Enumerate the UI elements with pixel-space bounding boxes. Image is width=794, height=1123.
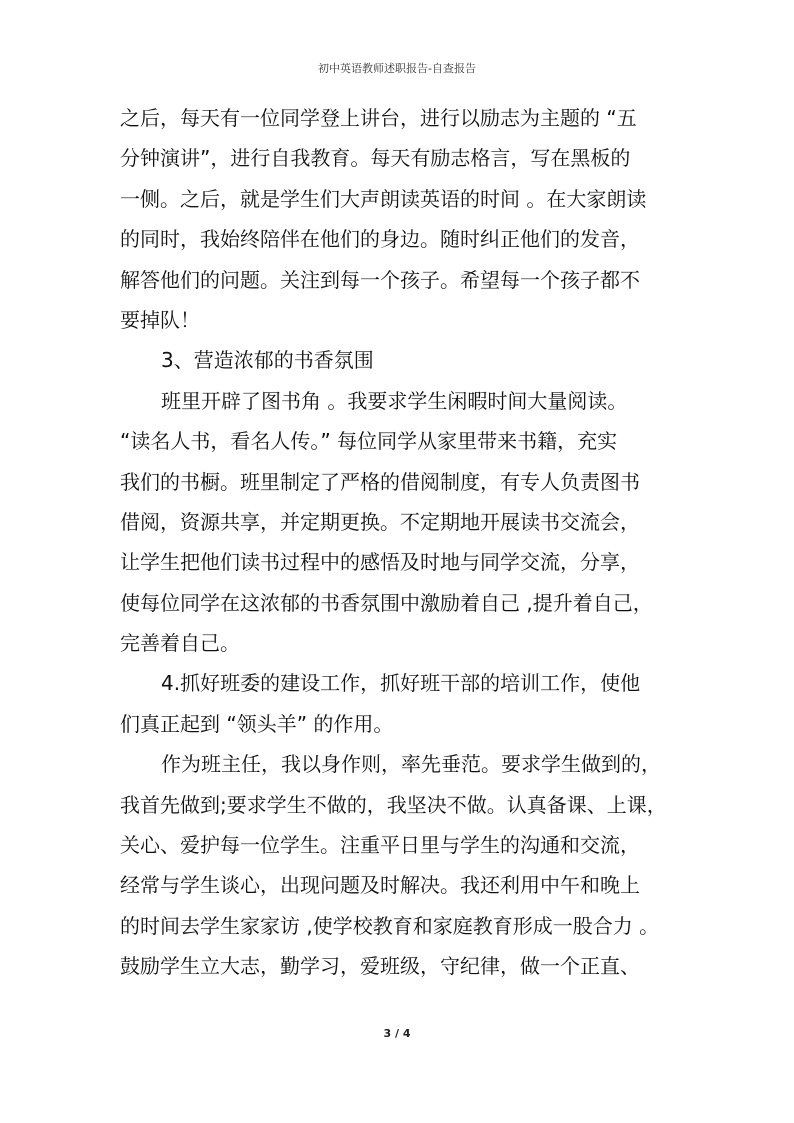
text-line: 班里开辟了图书角 。我要求学生闲暇时间大量阅读。	[161, 388, 628, 413]
document-body	[120, 98, 690, 987]
text-line: “读名人书，看名人传。” 每位同学从家里带来书籍，充实	[120, 429, 618, 454]
text-line: 我首先做到;要求学生不做的，我坚决不做。认真备课、上课，	[120, 792, 667, 817]
text-line: 分钟演讲”，进行自我教育。每天有励志格言，写在黑板的	[120, 146, 631, 171]
text-line: 之后，每天有一位同学登上讲台，进行以励志为主题的 “五	[120, 106, 637, 130]
text-line: 鼓励学生立大志，勤学习，爱班级，守纪律，做一个正直、	[120, 954, 640, 979]
text-line: 解答他们的问题。关注到每一个孩子。希望每一个孩子都不	[120, 267, 640, 292]
section-heading: 3、营造浓郁的书香氛围	[161, 348, 374, 373]
text-line: 们真正起到 “领头羊” 的作用。	[120, 711, 394, 736]
text-line: 作为班主任，我以身作则，率先垂范。要求学生做到的，	[161, 752, 661, 777]
page-number: 3 / 4	[383, 1027, 411, 1040]
text-line: 完善着自己。	[120, 631, 240, 656]
text-line: 使每位同学在这浓郁的书香氛围中激励着自己 ,提升着自己，	[120, 590, 653, 615]
text-line: 4.抓好班委的建设工作，抓好班干部的培训工作，使他	[161, 671, 641, 696]
text-line: 关心、爱护每一位学生。注重平日里与学生的沟通和交流，	[120, 833, 640, 858]
text-line: 的时间去学生家家访 ,使学校教育和家庭教育形成一股合力 。	[120, 913, 660, 938]
page-header: 初中英语教师述职报告-自查报告	[318, 62, 476, 75]
text-line: 借阅，资源共享，并定期更换。不定期地开展读书交流会，	[120, 509, 640, 534]
text-line: 要掉队！	[120, 307, 200, 332]
text-line: 我们的书橱。班里制定了严格的借阅制度，有专人负责图书	[120, 469, 640, 494]
text-line: 让学生把他们读书过程中的感悟及时地与同学交流，分享，	[120, 550, 640, 575]
text-line: 的同时，我始终陪伴在他们的身边。随时纠正他们的发音，	[120, 227, 640, 252]
text-line: 经常与学生谈心，出现问题及时解决。我还利用中午和晚上	[120, 873, 640, 898]
text-line: 一侧。之后，就是学生们大声朗读英语的时间 。在大家朗读	[120, 186, 647, 211]
